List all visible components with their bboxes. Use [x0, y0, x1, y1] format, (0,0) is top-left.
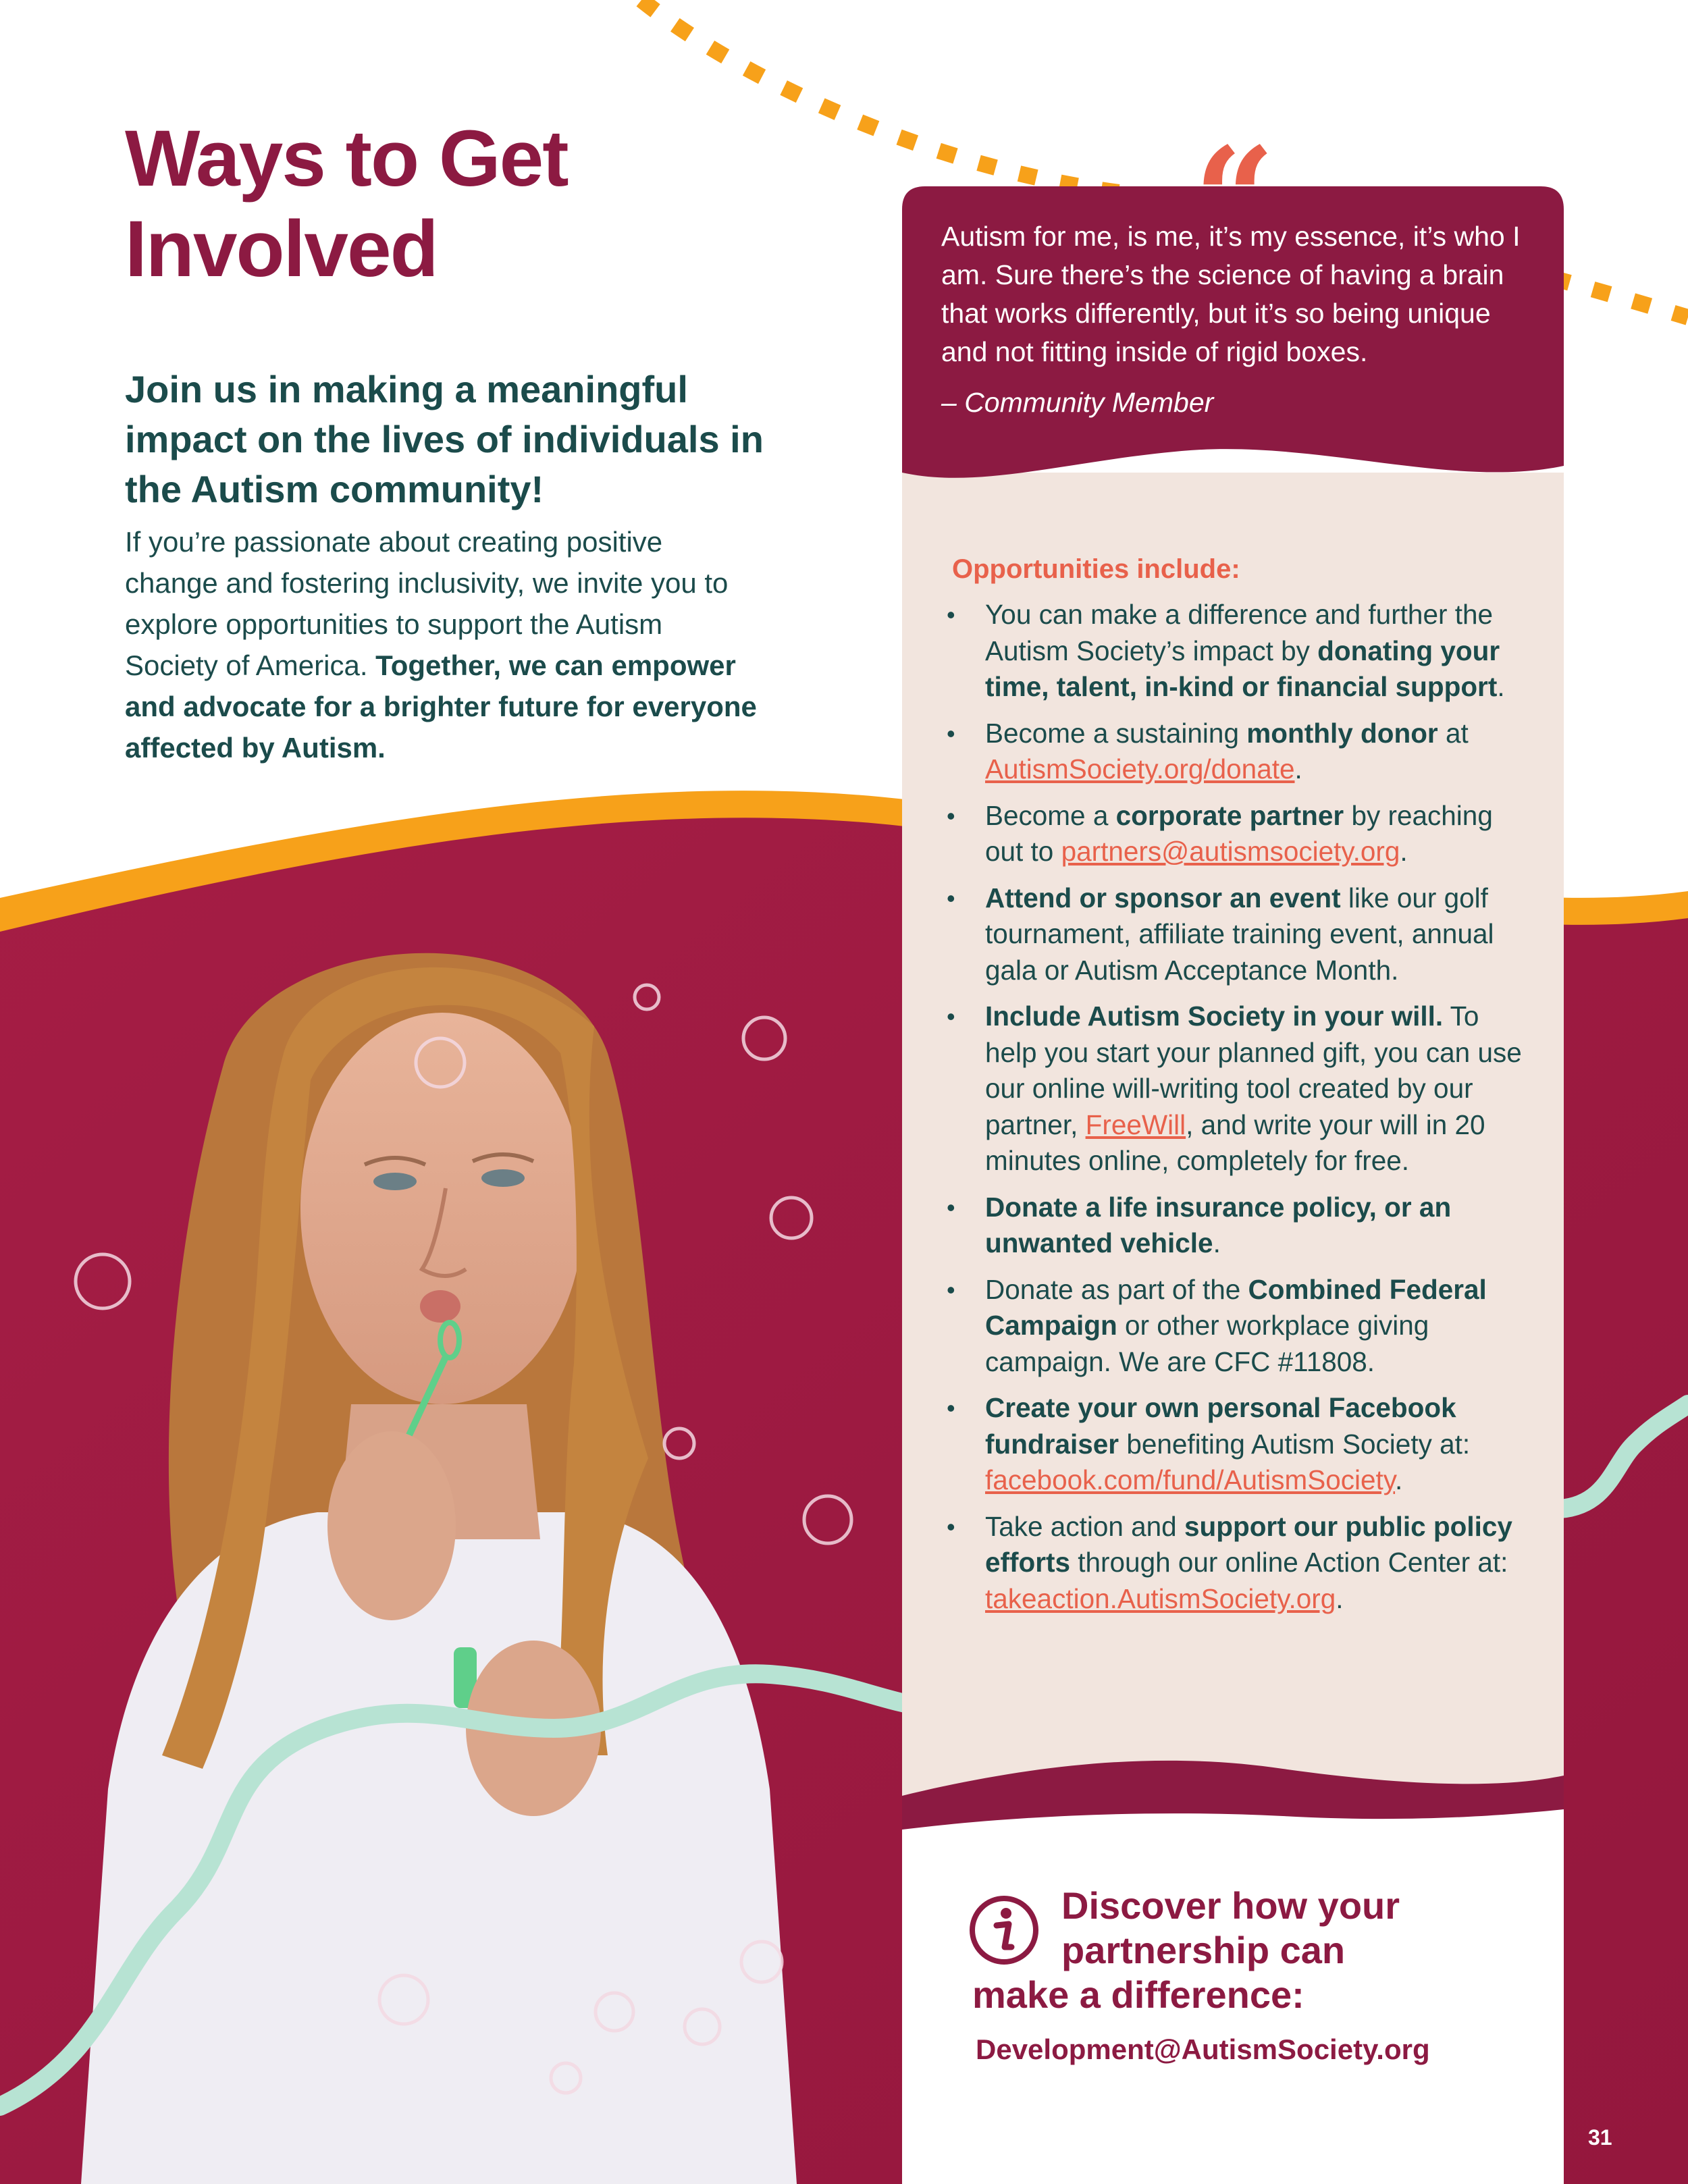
opportunities-list: [941, 597, 1535, 1627]
item-text: Become a sustaining: [985, 717, 1247, 749]
list-item: [941, 798, 1535, 870]
partners-email-link[interactable]: partners@autismsociety.org: [1061, 836, 1400, 867]
discover-line-1: Discover how your: [1061, 1884, 1400, 1927]
list-item: [941, 998, 1535, 1179]
item-text: .: [1497, 671, 1505, 702]
list-item: [941, 716, 1535, 788]
freewill-link[interactable]: FreeWill: [1085, 1109, 1186, 1140]
item-text: or other workplace giving campaign. We are CFC #11808.: [985, 1310, 1429, 1377]
discover-line-3: make a difference:: [972, 1973, 1304, 2016]
item-bold: donating your time, talent, in-kind or financial support: [985, 635, 1500, 702]
item-text: through our online Action Center at:: [1070, 1547, 1508, 1578]
list-item: [941, 1390, 1535, 1499]
quote-attribution: – Community Member: [941, 387, 1214, 418]
item-text: Become a: [985, 799, 1116, 831]
action-center-link[interactable]: takeaction.AutismSociety.org: [985, 1582, 1336, 1614]
intro-bold-text: Together, we can empower and advocate for a brighter future for everyone affected by Autism.: [125, 649, 757, 764]
quote-text: Autism for me, is me, it’s my essence, it’s who I am. Sure there’s the science of having a brain that works differently, but it’s so being unique and not fitting inside of rigid boxes.: [941, 221, 1521, 367]
item-bold: Attend or sponsor an event: [985, 882, 1341, 913]
item-bold: Include Autism Society in your will.: [985, 1001, 1444, 1032]
item-text: To help you start your planned gift, you can use our online will-writing tool created by our partner,: [985, 1001, 1522, 1140]
intro-paragraph: [125, 521, 760, 768]
item-text: .: [1400, 836, 1408, 867]
list-item: [941, 1190, 1535, 1262]
intro-text: If you’re passionate about creating positive change and fostering inclusivity, we invite you to explore opportunities to support the Autism Society of America.: [125, 526, 729, 681]
item-bold: Donate a life insurance policy, or an unwanted vehicle: [985, 1191, 1452, 1258]
item-bold: Combined Federal Campaign: [985, 1273, 1487, 1341]
item-bold: monthly donor: [1246, 717, 1438, 749]
quote-mark-icon: “: [1194, 116, 1275, 283]
item-text: at: [1438, 717, 1469, 749]
item-text: You can make a difference and further the Autism Society’s impact by: [985, 599, 1494, 666]
facebook-fundraiser-link[interactable]: facebook.com/fund/AutismSociety: [985, 1464, 1396, 1495]
item-text: , and write your will in 20 minutes online, completely for free.: [985, 1109, 1485, 1176]
item-bold: corporate partner: [1115, 799, 1344, 831]
development-email-link[interactable]: Development@AutismSociety.org: [976, 2033, 1430, 2065]
item-text: by reaching out to: [985, 799, 1493, 867]
donate-link[interactable]: AutismSociety.org/donate: [985, 753, 1295, 784]
discover-line-2: partnership can: [1061, 1929, 1346, 1971]
item-text: like our golf tournament, affiliate training event, annual gala or Autism Acceptance Month.: [985, 882, 1494, 986]
list-item: [941, 1509, 1535, 1618]
opportunities-heading: Opportunities include:: [952, 554, 1240, 584]
item-text: .: [1213, 1227, 1221, 1258]
list-item: [941, 880, 1535, 989]
item-text: .: [1294, 753, 1302, 784]
item-text: benefiting Autism Society at:: [1119, 1428, 1471, 1460]
section-subtitle: Join us in making a meaningful impact on the lives of individuals in the Autism community!: [125, 368, 764, 510]
page-title: Ways to Get Involved: [125, 114, 568, 294]
page-number: 31: [1588, 2125, 1612, 2150]
item-text: .: [1395, 1464, 1403, 1495]
list-item: [941, 597, 1535, 705]
item-text: .: [1336, 1582, 1344, 1614]
discover-heading: [972, 1884, 1526, 2017]
item-text: Take action and: [985, 1510, 1184, 1542]
item-bold: Create your own personal Facebook fundraiser: [985, 1392, 1456, 1460]
item-text: Donate as part of the: [985, 1273, 1248, 1305]
item-bold: support our public policy efforts: [985, 1510, 1512, 1578]
list-item: [941, 1272, 1535, 1381]
